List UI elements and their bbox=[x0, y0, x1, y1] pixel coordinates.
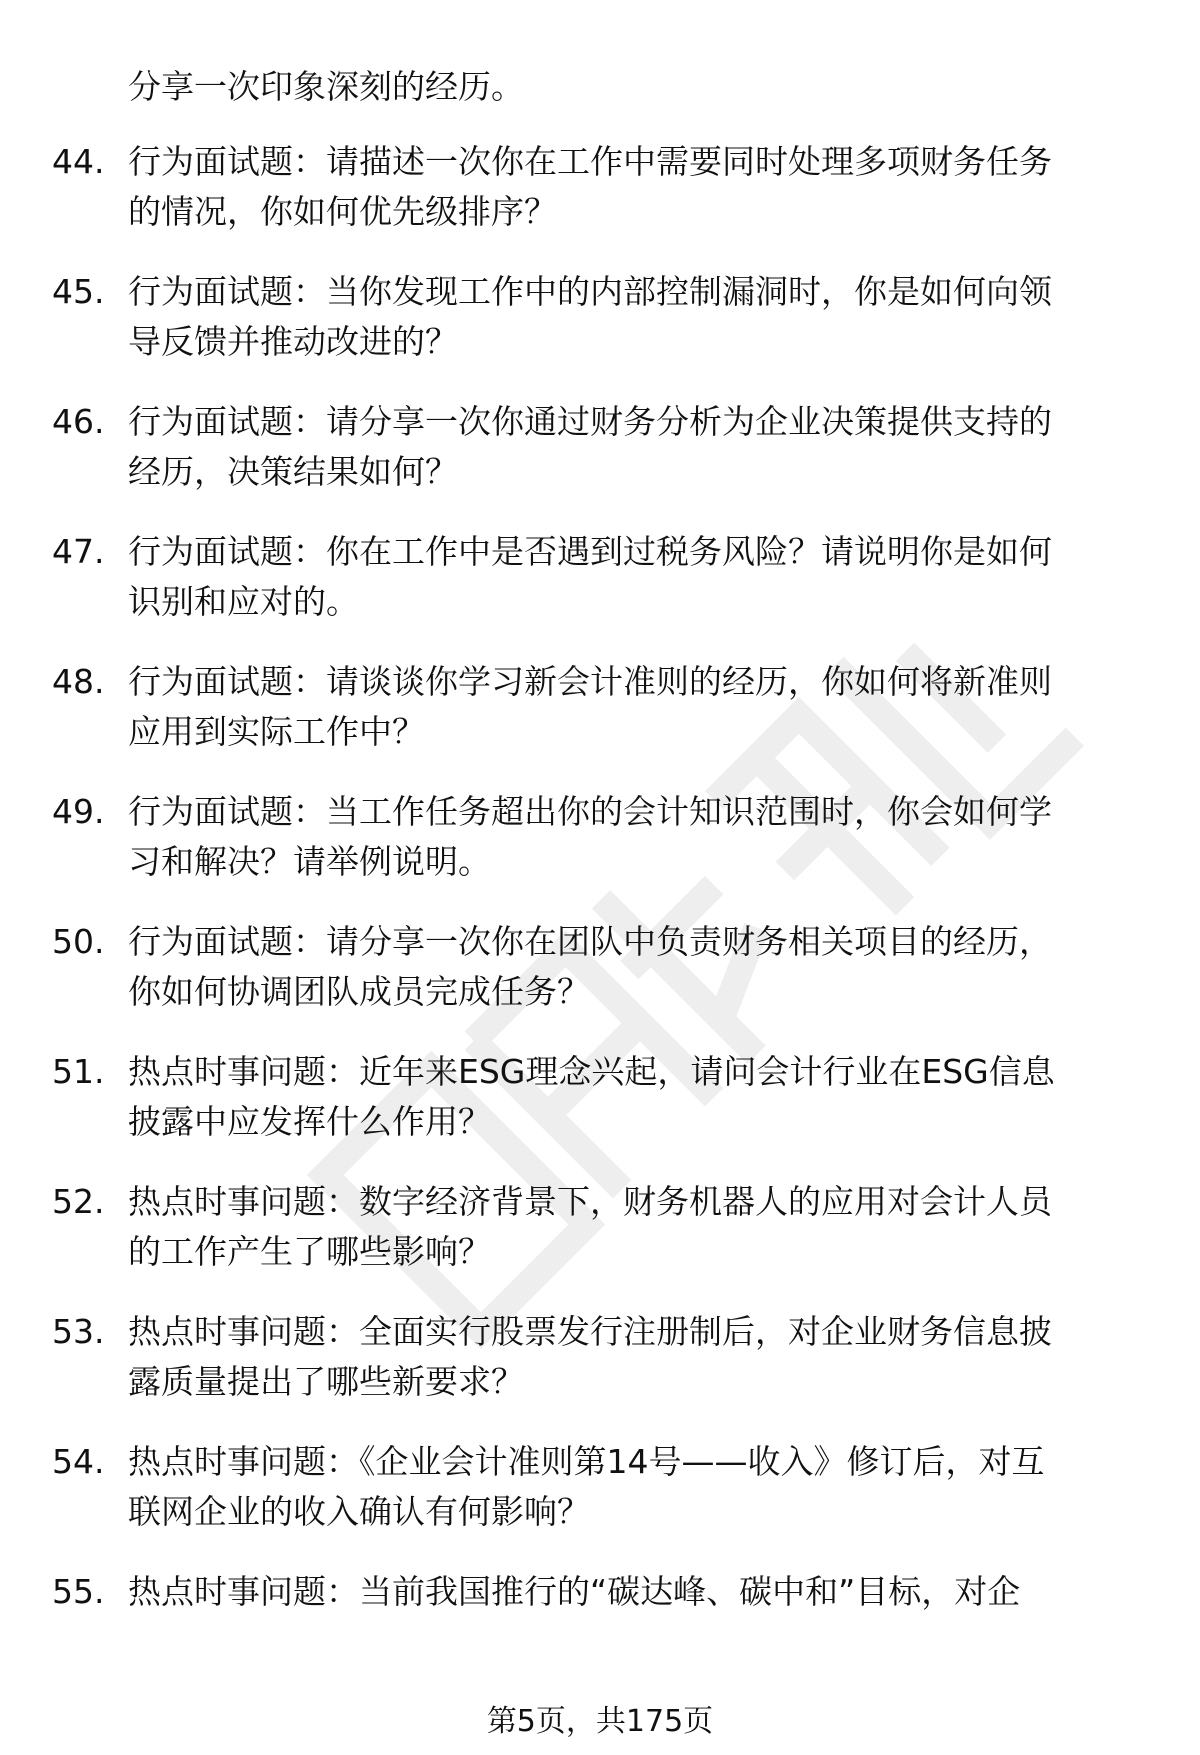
question-number: 44. bbox=[52, 142, 105, 181]
question-number: 54. bbox=[52, 1442, 105, 1481]
question-number: 51. bbox=[52, 1052, 105, 1091]
question-number: 47. bbox=[52, 532, 105, 571]
question-text-line-2: 的情况，你如何优先级排序？ bbox=[128, 192, 557, 231]
question-text-line-1: 行为面试题：请分享一次你通过财务分析为企业决策提供支持的 bbox=[128, 402, 1052, 441]
list-item bbox=[0, 917, 1200, 1047]
question-text-line-2: 露质量提出了哪些新要求？ bbox=[128, 1362, 524, 1401]
list-item bbox=[0, 657, 1200, 787]
list-item bbox=[0, 137, 1200, 267]
list-item bbox=[0, 1437, 1200, 1567]
question-text-line-1: 热点时事问题：数字经济背景下，财务机器人的应用对会计人员 bbox=[128, 1182, 1052, 1221]
question-text-line-1: 行为面试题：请谈谈你学习新会计准则的经历，你如何将新准则 bbox=[128, 662, 1052, 701]
list-item bbox=[0, 1047, 1200, 1177]
question-text-line-2: 习和解决？请举例说明。 bbox=[128, 842, 491, 881]
question-text-line-1: 行为面试题：当工作任务超出你的会计知识范围时，你会如何学 bbox=[128, 792, 1052, 831]
question-number: 46. bbox=[52, 402, 105, 441]
question-text-line-2: 联网企业的收入确认有何影响？ bbox=[128, 1492, 590, 1531]
question-list bbox=[0, 137, 1200, 1697]
question-text-line-1: 热点时事问题：近年来ESG理念兴起，请问会计行业在ESG信息 bbox=[128, 1052, 1055, 1091]
list-item bbox=[0, 267, 1200, 397]
question-text-line-1: 行为面试题：你在工作中是否遇到过税务风险？请说明你是如何 bbox=[128, 532, 1052, 571]
question-number: 45. bbox=[52, 272, 105, 311]
question-text-line-2: 披露中应发挥什么作用？ bbox=[128, 1102, 491, 1141]
continuation-line: 分享一次印象深刻的经历。 bbox=[128, 67, 524, 106]
question-text-line-2: 识别和应对的。 bbox=[128, 582, 359, 621]
question-text-line-2: 的工作产生了哪些影响？ bbox=[128, 1232, 491, 1271]
question-text-line-2: 应用到实际工作中？ bbox=[128, 712, 425, 751]
question-number: 50. bbox=[52, 922, 105, 961]
question-text-line-1: 行为面试题：当你发现工作中的内部控制漏洞时，你是如何向领 bbox=[128, 272, 1052, 311]
question-text-line-2: 导反馈并推动改进的？ bbox=[128, 322, 458, 361]
question-number: 55. bbox=[52, 1572, 105, 1611]
question-number: 48. bbox=[52, 662, 105, 701]
question-number: 53. bbox=[52, 1312, 105, 1351]
list-item bbox=[0, 527, 1200, 657]
question-text-line-1: 热点时事问题：当前我国推行的“碳达峰、碳中和”目标，对企 bbox=[128, 1572, 1021, 1611]
question-text-line-1: 行为面试题：请分享一次你在团队中负责财务相关项目的经历， bbox=[128, 922, 1052, 961]
list-item bbox=[0, 1177, 1200, 1307]
question-number: 49. bbox=[52, 792, 105, 831]
question-text-line-1: 行为面试题：请描述一次你在工作中需要同时处理多项财务任务 bbox=[128, 142, 1052, 181]
list-item bbox=[0, 1307, 1200, 1437]
question-number: 52. bbox=[52, 1182, 105, 1221]
question-text-line-2: 你如何协调团队成员完成任务？ bbox=[128, 972, 590, 1011]
question-text-line-1: 热点时事问题：全面实行股票发行注册制后，对企业财务信息披 bbox=[128, 1312, 1052, 1351]
question-text-line-2: 经历，决策结果如何？ bbox=[128, 452, 458, 491]
list-item bbox=[0, 787, 1200, 917]
list-item bbox=[0, 1567, 1200, 1697]
page-footer: 第5页，共175页 bbox=[486, 1704, 714, 1739]
question-text-line-1: 热点时事问题：《企业会计准则第14号——收入》修订后，对互 bbox=[128, 1442, 1045, 1481]
list-item bbox=[0, 397, 1200, 527]
